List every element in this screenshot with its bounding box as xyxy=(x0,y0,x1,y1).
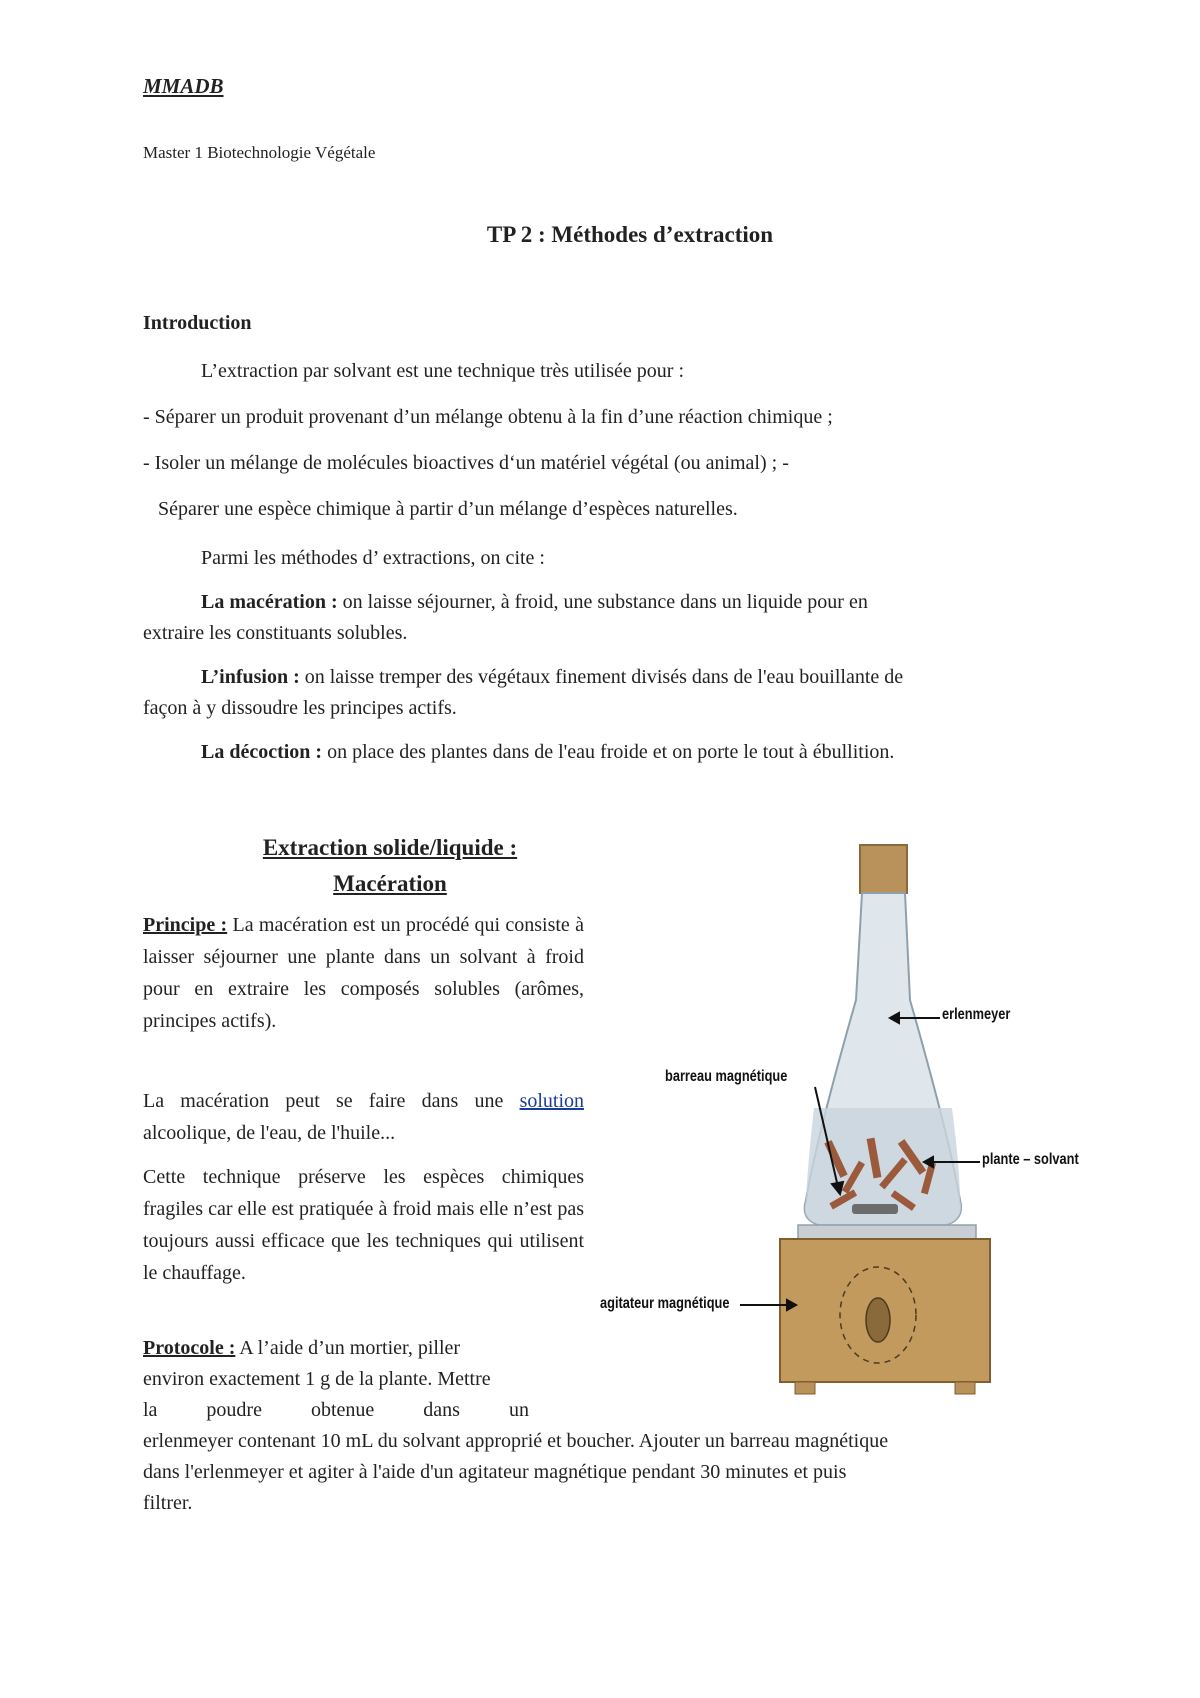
protocole-line-2: environ exactement 1 g de la plante. Mettre xyxy=(143,1368,491,1390)
infusion-definition xyxy=(201,664,903,690)
solution-link[interactable]: solution xyxy=(519,1090,585,1112)
maceration-text: on laisse séjourner, à froid, une substance dans un liquide pour en xyxy=(342,591,868,613)
protocole-line-1 xyxy=(143,1335,460,1361)
intro-bullet-1: - Séparer un produit provenant d’un mélange obtenu à la fin d’une réaction chimique ; xyxy=(143,406,833,428)
infusion-definition-cont: façon à y dissoudre les principes actifs. xyxy=(143,697,457,719)
protocole-label: Protocole : xyxy=(143,1337,236,1359)
protocole-line-6: filtrer. xyxy=(143,1492,193,1514)
decoction-term: La décoction : xyxy=(201,741,323,763)
stirrer-plate xyxy=(798,1225,976,1239)
cork-stopper xyxy=(860,845,907,893)
introduction-heading: Introduction xyxy=(143,312,252,334)
intro-bullet-2: - Isoler un mélange de molécules bioactives d‘un matériel végétal (ou animal) ; - xyxy=(143,452,789,474)
principe-label: Principe : xyxy=(143,914,228,936)
magnetic-bar xyxy=(852,1204,898,1214)
stirrer-foot-right xyxy=(955,1382,975,1394)
infusion-term: L’infusion : xyxy=(201,666,300,688)
label-barreau-magnetique: barreau magnétique xyxy=(665,1068,788,1085)
decoction-text: on place des plantes dans de l'eau froide et on porte le tout à ébullition. xyxy=(327,741,895,763)
maceration-term: La macération : xyxy=(201,591,338,613)
protocole-line-4: erlenmeyer contenant 10 mL du solvant approprié et boucher. Ajouter un barreau magnétique xyxy=(143,1430,889,1452)
solution-before: La macération peut se faire dans une xyxy=(143,1090,504,1112)
technique-paragraph: Cette technique préserve les espèces chimiques fragiles car elle est pratiquée à froid mais elle n’est pas toujours aussi efficace que les techniques qui utilisent le chauffage. xyxy=(143,1166,584,1284)
intro-bullet-3: Séparer une espèce chimique à partir d’un mélange d’espèces naturelles. xyxy=(158,498,738,520)
page-title: TP 2 : Méthodes d’extraction xyxy=(486,222,774,247)
section-title-line-2: Macération xyxy=(333,871,447,896)
infusion-text: on laisse tremper des végétaux finement divisés dans de l'eau bouillante de xyxy=(304,666,904,688)
section-title xyxy=(200,830,580,902)
solution-paragraph xyxy=(143,1085,584,1149)
protocole-text-1: A l’aide d’un mortier, piller xyxy=(239,1337,461,1359)
label-agitateur-magnetique: agitateur magnétique xyxy=(600,1295,730,1312)
protocole-line-5: dans l'erlenmeyer et agiter à l'aide d'un agitateur magnétique pendant 30 minutes et puis xyxy=(143,1461,847,1483)
solution-after: alcoolique, de l'eau, de l'huile... xyxy=(143,1122,396,1144)
methods-lead: Parmi les méthodes d’ extractions, on cite : xyxy=(201,547,545,569)
principe-paragraph xyxy=(143,909,584,1037)
principe-text: La macération est un procédé qui consiste à laisser séjourner une plante dans un solvant à froid pour en extraire les composés solubles (arômes, principes actifs). xyxy=(143,914,584,1032)
maceration-definition xyxy=(201,589,868,615)
protocole-line-3: la poudre obtenue dans un xyxy=(143,1399,529,1421)
decoction-definition xyxy=(201,739,894,765)
intro-lead: L’extraction par solvant est une technique très utilisée pour : xyxy=(201,360,685,382)
maceration-definition-cont: extraire les constituants solubles. xyxy=(143,622,408,644)
maceration-setup-figure xyxy=(600,840,1090,1400)
stirrer-magnet xyxy=(866,1298,890,1342)
stirrer-foot-left xyxy=(795,1382,815,1394)
organization-header: MMADB xyxy=(143,74,224,98)
section-title-line-1: Extraction solide/liquide : xyxy=(262,835,518,860)
maceration-diagram xyxy=(600,840,1090,1400)
label-plante-solvant: plante – solvant xyxy=(982,1151,1079,1168)
course-subtitle: Master 1 Biotechnologie Végétale xyxy=(143,143,376,162)
label-erlenmeyer: erlenmeyer xyxy=(942,1006,1011,1023)
